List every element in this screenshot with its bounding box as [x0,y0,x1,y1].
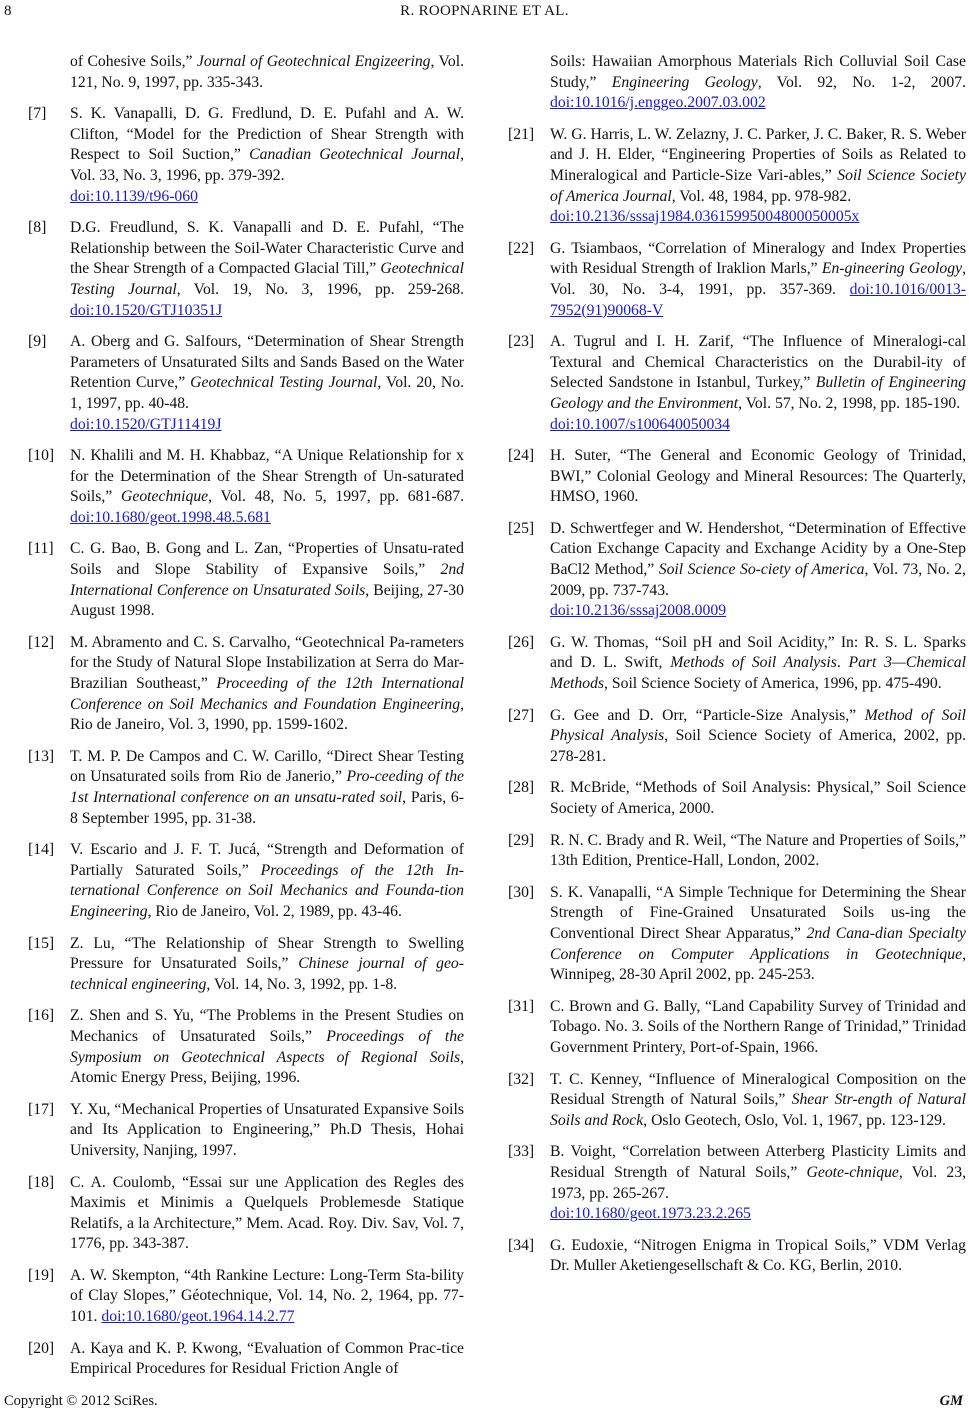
page-footer [0,1392,969,1414]
reference-entry [28,218,464,321]
reference-text: Z. Lu, “The Relationship of Shear Strength to Swelling Pressure for Unsaturated Soils,” Chinese journal of geo-technical engineering, Vol. 14, No. 3, 1992, pp. 1-8. [70,934,464,993]
copyright-notice: Copyright © 2012 SciRes. [4,1393,158,1409]
reference-text: Soils: Hawaiian Amorphous Materials Rich Colluvial Soil Case Study,” Engineering Geology, Vol. 92, No. 1-2, 2007. doi:10.1016/j.enggeo.2007.03.002 [550,53,966,112]
reference-text: A. Tugrul and I. H. Zarif, “The Influence of Mineralogi-cal Textural and Chemical Characteristics on the Durabil-ity of Selected Sandstone in Istanbul, Turkey,” Bulletin of Engineering Geology and the Environment, Vol. 57, No. 2, 1998, pp. 185-190. doi:10.1007/s100640050034 [550,333,966,433]
reference-entry [28,633,464,736]
reference-entry [508,831,966,872]
reference-text: C. G. Bao, B. Gong and L. Zan, “Properties of Unsatu-rated Soils and Slope Stability of Expansive Soils,” 2nd International Conference on Unsaturated Soils, Beijing, 27-30 August 1998. [70,540,464,620]
page-header [0,0,969,26]
reference-entry [28,747,464,829]
reference-entry [508,125,966,228]
reference-entry [28,1266,464,1328]
reference-text: D.G. Freudlund, S. K. Vanapalli and D. E. Pufahl, “The Relationship between the Soil-Water Characteristic Curve and the Shear Strength of a Compacted Glacial Till,” Geotechnical Testing Journal, Vol. 19, No. 3, 1996, pp. 259-268. doi:10.1520/GTJ10351J [70,219,464,319]
reference-text: G. Eudoxie, “Nitrogen Enigma in Tropical Soils,” VDM Verlag Dr. Muller Aketiengesellschaft & Co. KG, Berlin, 2010. [550,1236,966,1275]
reference-entry [28,104,464,207]
reference-text: G. W. Thomas, “Soil pH and Soil Acidity,” In: R. S. L. Sparks and D. L. Swift, Methods of Soil Analysis. Part 3—Chemical Methods, Soil Science Society of America, 1996, pp. 475-490. [550,633,967,693]
reference-entry [28,1006,464,1088]
reference-entry [508,1236,966,1277]
reference-text: R. N. C. Brady and R. Weil, “The Nature and Properties of Soils,” 13th Edition, Prentice-Hall, London, 2002. [550,831,966,870]
reference-entry [28,332,464,435]
reference-text: C. Brown and G. Bally, “Land Capability Survey of Trinidad and Tobago. No. 3. Soils of the Northern Range of Trinidad,” Trinidad Government Printery, Port-of-Spain, 1966. [550,997,966,1056]
reference-number: [14] [28,841,55,859]
reference-entry [28,840,464,922]
reference-entry [508,519,966,622]
reference-number: [30] [508,883,535,901]
doi-link[interactable]: doi:10.1520/GTJ10351J [70,301,223,319]
reference-number: [27] [508,706,535,724]
references-left-column [28,52,464,1391]
reference-number: [17] [28,1100,55,1118]
running-head: R. ROOPNARINE ET AL. [400,3,569,19]
reference-text: H. Suter, “The General and Economic Geology of Trinidad, BWI,” Colonial Geology and Mineral Resources: The Quarterly, HMSO, 1960. [550,447,966,506]
reference-text: S. K. Vanapalli, D. G. Fredlund, D. E. Pufahl and A. W. Clifton, “Model for the Prediction of Shear Strength with Respect to Soil Suction,” Canadian Geotechnical Journal, Vol. 33, No. 3, 1996, pp. 379-392. doi:10.1139/t96-060 [70,105,464,205]
reference-text: Y. Xu, “Mechanical Properties of Unsaturated Expansive Soils and Its Application to Engineering,” Ph.D Thesis, Hohai University, Nanjing, 1997. [70,1100,464,1159]
page-number: 8 [4,3,12,19]
reference-number: [33] [508,1143,535,1161]
reference-text: G. Tsiambaos, “Correlation of Mineralogy and Index Properties with Residual Strength of Iraklion Marls,” En-gineering Geology, Vol. 30, No. 3-4, 1991, pp. 357-369. doi:10.1016/0013-7952(91)90068-V [550,239,966,319]
reference-text: A. W. Skempton, “4th Rankine Lecture: Long-Term Sta-bility of Clay Slopes,” Géotechnique, Vol. 14, No. 2, 1964, pp. 77-101. doi:10.1680/geot.1964.14.2.77 [70,1266,464,1326]
reference-text: C. A. Coulomb, “Essai sur une Application des Regles des Maximis et Minimis a Quelquels Problemesde Statique Relatifs, a la Architecture,” Mem. Acad. Roy. Div. Sav, Vol. 7, 1776, pp. 343-387. [70,1173,464,1253]
reference-number: [26] [508,633,535,651]
reference-number: [29] [508,831,535,849]
reference-text: A. Kaya and K. P. Kwong, “Evaluation of Common Prac-tice Empirical Procedures for Residual Friction Angle of [70,1339,464,1378]
doi-link[interactable]: doi:10.1007/s100640050034 [550,415,730,433]
reference-entry [508,1142,966,1224]
doi-link[interactable]: doi:10.1680/geot.1973.23.2.265 [550,1205,751,1223]
reference-number: [7] [28,105,47,123]
reference-number: [22] [508,239,535,257]
reference-text: R. McBride, “Methods of Soil Analysis: Physical,” Soil Science Society of America, 2000. [550,779,966,817]
reference-entry [508,633,966,695]
references-right-column [508,52,966,1288]
reference-entry [508,239,966,321]
reference-entry [508,1070,966,1132]
reference-number: [15] [28,934,55,952]
reference-number: [20] [28,1339,55,1357]
reference-number: [23] [508,333,535,351]
reference-entry [28,934,464,996]
reference-text: B. Voight, “Correlation between Atterberg Plasticity Limits and Residual Strength of Natural Soils,” Geote-chnique, Vol. 23, 1973, pp. 265-267. doi:10.1680/geot.1973.23.2.265 [550,1143,966,1223]
doi-link[interactable]: doi:10.1680/geot.1964.14.2.77 [101,1308,295,1326]
doi-link[interactable]: doi:10.1016/0013-7952(91)90068-V [550,280,966,319]
doi-link[interactable]: doi:10.1680/geot.1998.48.5.681 [70,508,271,526]
reference-text: M. Abramento and C. S. Carvalho, “Geotechnical Pa-rameters for the Study of Natural Slope Instabilization at Serra do Mar-Brazilian Southeast,” Proceeding of the 12th International Conference on Soil Mechanics and Foundation Engineering, Rio de Janeiro, Vol. 3, 1990, pp. 1599-1602. [70,633,464,734]
reference-number: [9] [28,333,47,351]
reference-number: [25] [508,519,535,537]
reference-number: [19] [28,1266,55,1284]
reference-text: A. Oberg and G. Salfours, “Determination of Shear Strength Parameters of Unsaturated Silts and Sands Based on the Water Retention Curve,” Geotechnical Testing Journal, Vol. 20, No. 1, 1997, pp. 40-48. doi:10.1520/GTJ11419J [70,333,464,433]
reference-entry [28,52,464,93]
reference-text: T. C. Kenney, “Influence of Mineralogical Composition on the Residual Strength of Natural Soils,” Shear Str-ength of Natural Soils and Rock, Oslo Geotech, Oslo, Vol. 1, 1967, pp. 123-129. [550,1070,966,1129]
reference-entry [28,446,464,528]
doi-link[interactable]: doi:10.1016/j.enggeo.2007.03.002 [550,94,766,112]
reference-entry [508,52,966,114]
reference-text: S. K. Vanapalli, “A Simple Technique for Determining the Shear Strength of Fine-Grained Unsaturated Soils us-ing the Conventional Direct Shear Apparatus,” 2nd Cana-dian Specialty Conference on Computer Applications in Geotechnique, Winnipeg, 28-30 April 2002, pp. 245-253. [550,883,967,984]
reference-number: [10] [28,447,55,465]
reference-text: T. M. P. De Campos and C. W. Carillo, “Direct Shear Testing on Unsaturated soils from Rio de Janerio,” Pro-ceeding of the 1st International conference on an unsatu-rated soil, Paris, 6-8 September 1995, pp. 31-38. [70,747,465,827]
reference-number: [16] [28,1007,55,1025]
reference-number: [28] [508,779,535,797]
reference-text: Z. Shen and S. Yu, “The Problems in the Present Studies on Mechanics of Unsaturated Soils,” Proceedings of the Symposium on Geotechnical Aspects of Regional Soils, Atomic Energy Press, Beijing, 1996. [70,1007,465,1087]
reference-entry [508,332,966,435]
reference-number: [8] [28,219,47,237]
reference-entry [508,997,966,1059]
reference-number: [13] [28,747,55,765]
reference-number: [31] [508,997,535,1015]
reference-number: [32] [508,1070,535,1088]
reference-entry [28,1100,464,1162]
reference-number: [21] [508,125,535,143]
reference-entry [508,778,966,819]
reference-text: D. Schwertfeger and W. Hendershot, “Determination of Effective Cation Exchange Capacity and Exchange Acidity by a One-Step BaCl2 Method,” Soil Science So-ciety of America, Vol. 73, No. 2, 2009, pp. 737-743. doi:10.2136/sssaj2008.0009 [550,519,966,620]
reference-number: [12] [28,633,55,651]
reference-entry [508,446,966,508]
reference-text: of Cohesive Soils,” Journal of Geotechnical Engizeering, Vol. 121, No. 9, 1997, pp. 335-343. [70,53,464,91]
doi-link[interactable]: doi:10.2136/sssaj1984.03615995004800050005x [550,208,860,226]
reference-number: [34] [508,1236,535,1254]
reference-number: [24] [508,447,535,465]
doi-link[interactable]: doi:10.1139/t96-060 [70,187,198,205]
reference-text: V. Escario and J. F. T. Jucá, “Strength and Deformation of Partially Saturated Soils,” Proceedings of the 12th In-ternational Conference on Soil Mechanics and Founda-tion Engineering, Rio de Janeiro, Vol. 2, 1989, pp. 43-46. [70,841,465,920]
reference-entry [28,1173,464,1255]
reference-entry [28,1339,464,1380]
doi-link[interactable]: doi:10.2136/sssaj2008.0009 [550,602,727,620]
doi-link[interactable]: doi:10.1520/GTJ11419J [70,415,222,433]
journal-abbrev: GM [939,1393,963,1409]
reference-entry [508,883,966,986]
reference-entry [28,539,464,621]
reference-text: N. Khalili and M. H. Khabbaz, “A Unique Relationship for x for the Determination of the Shear Strength of Un-saturated Soils,” Geotechnique, Vol. 48, No. 5, 1997, pp. 681-687. doi:10.1680/geot.1998.48.5.681 [70,447,465,526]
reference-number: [11] [28,540,54,558]
reference-text: W. G. Harris, L. W. Zelazny, J. C. Parker, J. C. Baker, R. S. Weber and J. H. Elder, “Engineering Properties of Soils as Related to Mineralogical and Particle-Size Vari-ables,” Soil Science Society of America Journal, Vol. 48, 1984, pp. 978-982. doi:10.2136/sssaj1984.03615995004800050005x [550,125,966,226]
reference-text: G. Gee and D. Orr, “Particle-Size Analysis,” Method of Soil Physical Analysis, Soil Science Society of America, 2002, pp. 278-281. [550,706,966,765]
reference-number: [18] [28,1173,55,1191]
reference-entry [508,706,966,768]
